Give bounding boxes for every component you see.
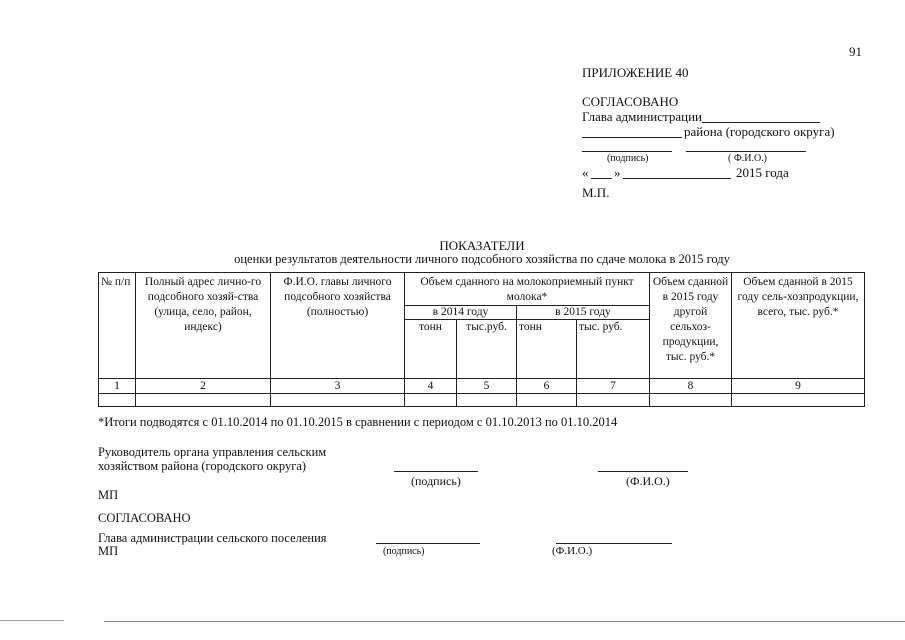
subcol-rub-2014: тыс.руб. <box>457 320 517 379</box>
head-agri-line1: Руководитель органа управления сельским <box>98 445 327 459</box>
column-number-cell: 3 <box>271 379 405 394</box>
table-cell <box>99 394 136 407</box>
head-seal-label: МП <box>98 488 119 502</box>
table-cell <box>577 394 650 407</box>
column-number-cell: 7 <box>577 379 650 394</box>
head-fio-caption: (Ф.И.О.) <box>626 474 670 488</box>
date-year-label: 2015 года <box>736 165 789 180</box>
subcol-tons-2015: тонн <box>517 320 577 379</box>
table-cell <box>136 394 271 407</box>
col-header-fio: Ф.И.О. главы личного подсобного хозяйства (полностью) <box>271 273 405 379</box>
subcol-tons-2014: тонн <box>405 320 457 379</box>
table-cell <box>457 394 517 407</box>
column-number-cell: 9 <box>732 379 865 394</box>
col-header-number: № п/п <box>99 273 136 379</box>
signature-line <box>582 151 672 152</box>
col-header-2015: в 2015 году <box>517 306 650 320</box>
bottom-signature-caption: (подпись) <box>383 546 425 557</box>
head-admin-line <box>702 122 820 123</box>
appendix-label: ПРИЛОЖЕНИЕ 40 <box>582 65 689 80</box>
date-day-line <box>591 178 612 179</box>
bottom-approved-heading: СОГЛАСОВАНО <box>98 511 191 525</box>
district-line <box>582 137 682 138</box>
table-cell <box>517 394 577 407</box>
fio-caption: ( Ф.И.О.) <box>728 153 768 164</box>
document-title: ПОКАЗАТЕЛИ <box>439 238 525 253</box>
signature-caption: (подпись) <box>607 153 649 164</box>
head-admin-label: Глава администрации <box>582 109 703 124</box>
date-open-quote: « <box>582 165 589 180</box>
column-number-cell: 5 <box>457 379 517 394</box>
col-header-volume: Объем сданного на молокоприемный пункт молока* <box>405 273 650 306</box>
column-number-cell: 4 <box>405 379 457 394</box>
subcol-rub-2015: тыс. руб. <box>577 320 650 379</box>
column-number-cell: 8 <box>650 379 732 394</box>
col-header-total: Объем сданной в 2015 году сель-хозпродукции, всего, тыс. руб.* <box>732 273 865 379</box>
bottom-fio-caption: (Ф.И.О.) <box>552 545 593 557</box>
approved-heading: СОГЛАСОВАНО <box>582 94 679 109</box>
scan-edge-line <box>0 620 64 621</box>
bottom-signature-line <box>376 543 480 544</box>
document-subtitle: оценки результатов деятельности личного подсобного хозяйства по сдаче молока в 2015 году <box>234 252 730 266</box>
fio-line <box>686 151 806 152</box>
date-close-quote: » <box>614 165 621 180</box>
bottom-head-admin: Глава администрации сельского поселения <box>98 531 327 545</box>
head-agri-line2: хозяйством района (городского округа) <box>98 459 307 473</box>
page-number: 91 <box>849 44 862 59</box>
col-header-other: Объем сданной в 2015 году другой сельхоз-продукции, тыс. руб.* <box>650 273 732 379</box>
date-month-line <box>623 178 731 179</box>
column-number-cell: 1 <box>99 379 136 394</box>
head-signature-caption: (подпись) <box>411 474 461 488</box>
indicators-table <box>98 272 865 407</box>
table-cell <box>732 394 865 407</box>
district-label: района (городского округа) <box>684 124 835 139</box>
table-cell <box>650 394 732 407</box>
column-number-cell: 6 <box>517 379 577 394</box>
table-row <box>99 394 865 407</box>
seal-label: М.П. <box>582 185 610 200</box>
col-header-address: Полный адрес лично-го подсобного хозяй-ства (улица, село, район, индекс) <box>136 273 271 379</box>
bottom-seal-label: МП <box>98 544 119 558</box>
head-signature-line <box>394 471 478 472</box>
column-number-cell: 2 <box>136 379 271 394</box>
bottom-fio-line <box>556 543 672 544</box>
head-fio-line <box>598 471 688 472</box>
footnote: *Итоги подводятся с 01.10.2014 по 01.10.2015 в сравнении с периодом с 01.10.2013 по 01.10.2014 <box>98 415 618 429</box>
table-cell <box>271 394 405 407</box>
table-cell <box>405 394 457 407</box>
col-header-2014: в 2014 году <box>405 306 517 320</box>
scan-edge-line <box>104 621 905 622</box>
